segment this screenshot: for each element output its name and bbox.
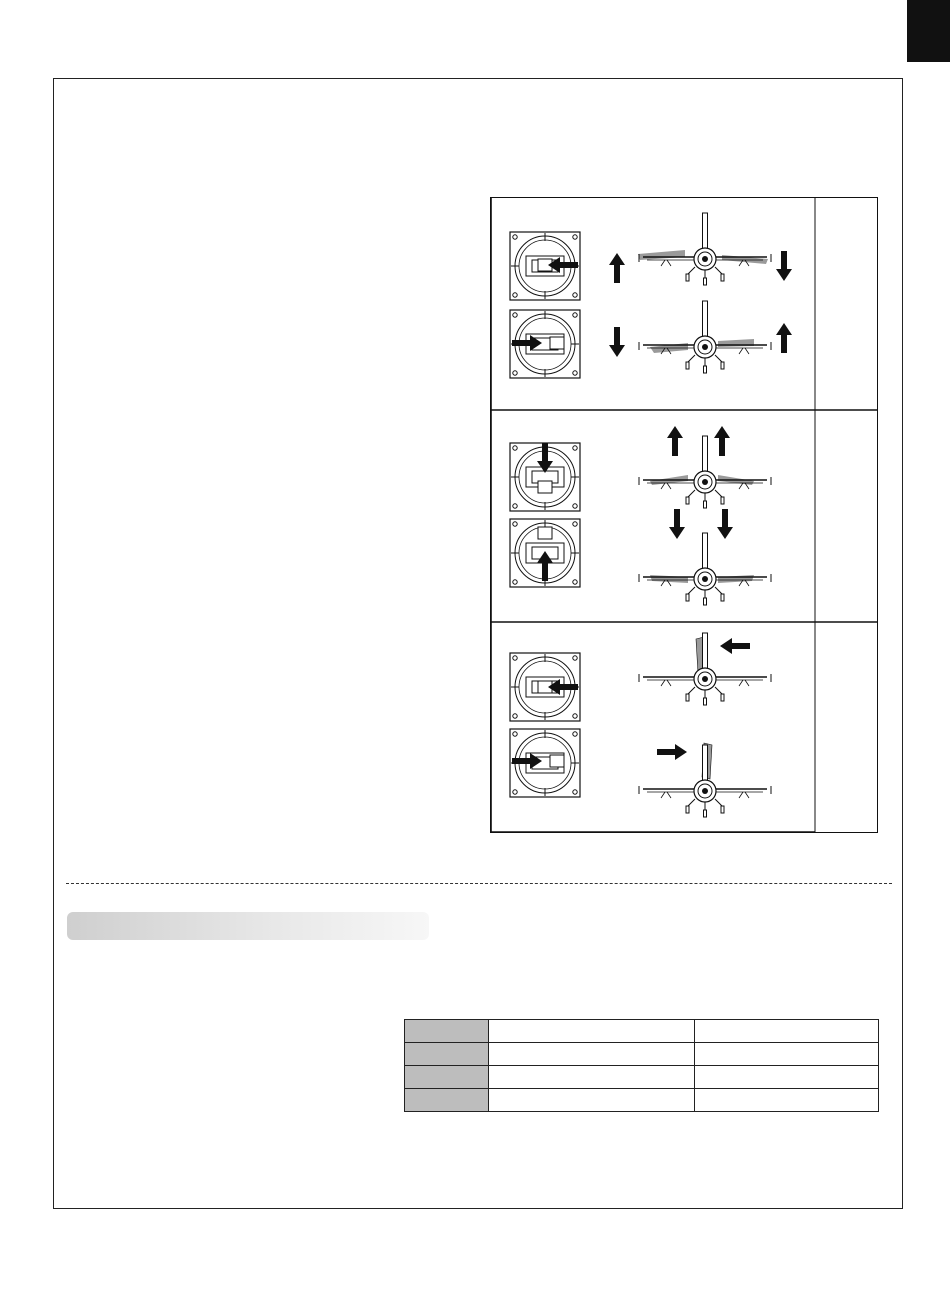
control-direction-diagram [490, 197, 878, 833]
right-arrow-icon [657, 744, 687, 760]
jet-front-icon [639, 533, 771, 605]
settings-table [404, 1019, 879, 1112]
table-row [405, 1043, 879, 1066]
row-header [405, 1066, 489, 1089]
jet-front-icon [639, 633, 771, 705]
table-cell [695, 1089, 879, 1112]
table-row [405, 1066, 879, 1089]
table-cell [695, 1043, 879, 1066]
section-divider [66, 883, 892, 884]
jet-front-icon [639, 213, 771, 285]
up-arrow-icon [714, 426, 730, 456]
rudder-panel [510, 633, 771, 817]
down-arrow-icon [669, 509, 685, 539]
down-arrow-icon [609, 327, 625, 357]
aileron-panel [510, 213, 792, 378]
table-cell [489, 1066, 695, 1089]
table-row [405, 1020, 879, 1043]
up-arrow-icon [609, 253, 625, 283]
jet-front-icon [639, 745, 771, 817]
down-arrow-icon [717, 509, 733, 539]
row-header [405, 1043, 489, 1066]
jet-front-icon [639, 301, 771, 373]
section-heading-bar [67, 912, 429, 940]
table-row [405, 1089, 879, 1112]
chapter-tab [907, 0, 950, 62]
table-cell [695, 1020, 879, 1043]
row-header [405, 1089, 489, 1112]
up-arrow-icon [776, 323, 792, 353]
elevator-panel [510, 426, 771, 605]
table-cell [489, 1089, 695, 1112]
table-cell [695, 1066, 879, 1089]
up-arrow-icon [667, 426, 683, 456]
left-arrow-icon [720, 638, 750, 654]
table-cell [489, 1043, 695, 1066]
jet-front-icon [639, 436, 771, 508]
down-arrow-icon [776, 251, 792, 281]
table-cell [489, 1020, 695, 1043]
row-header [405, 1020, 489, 1043]
